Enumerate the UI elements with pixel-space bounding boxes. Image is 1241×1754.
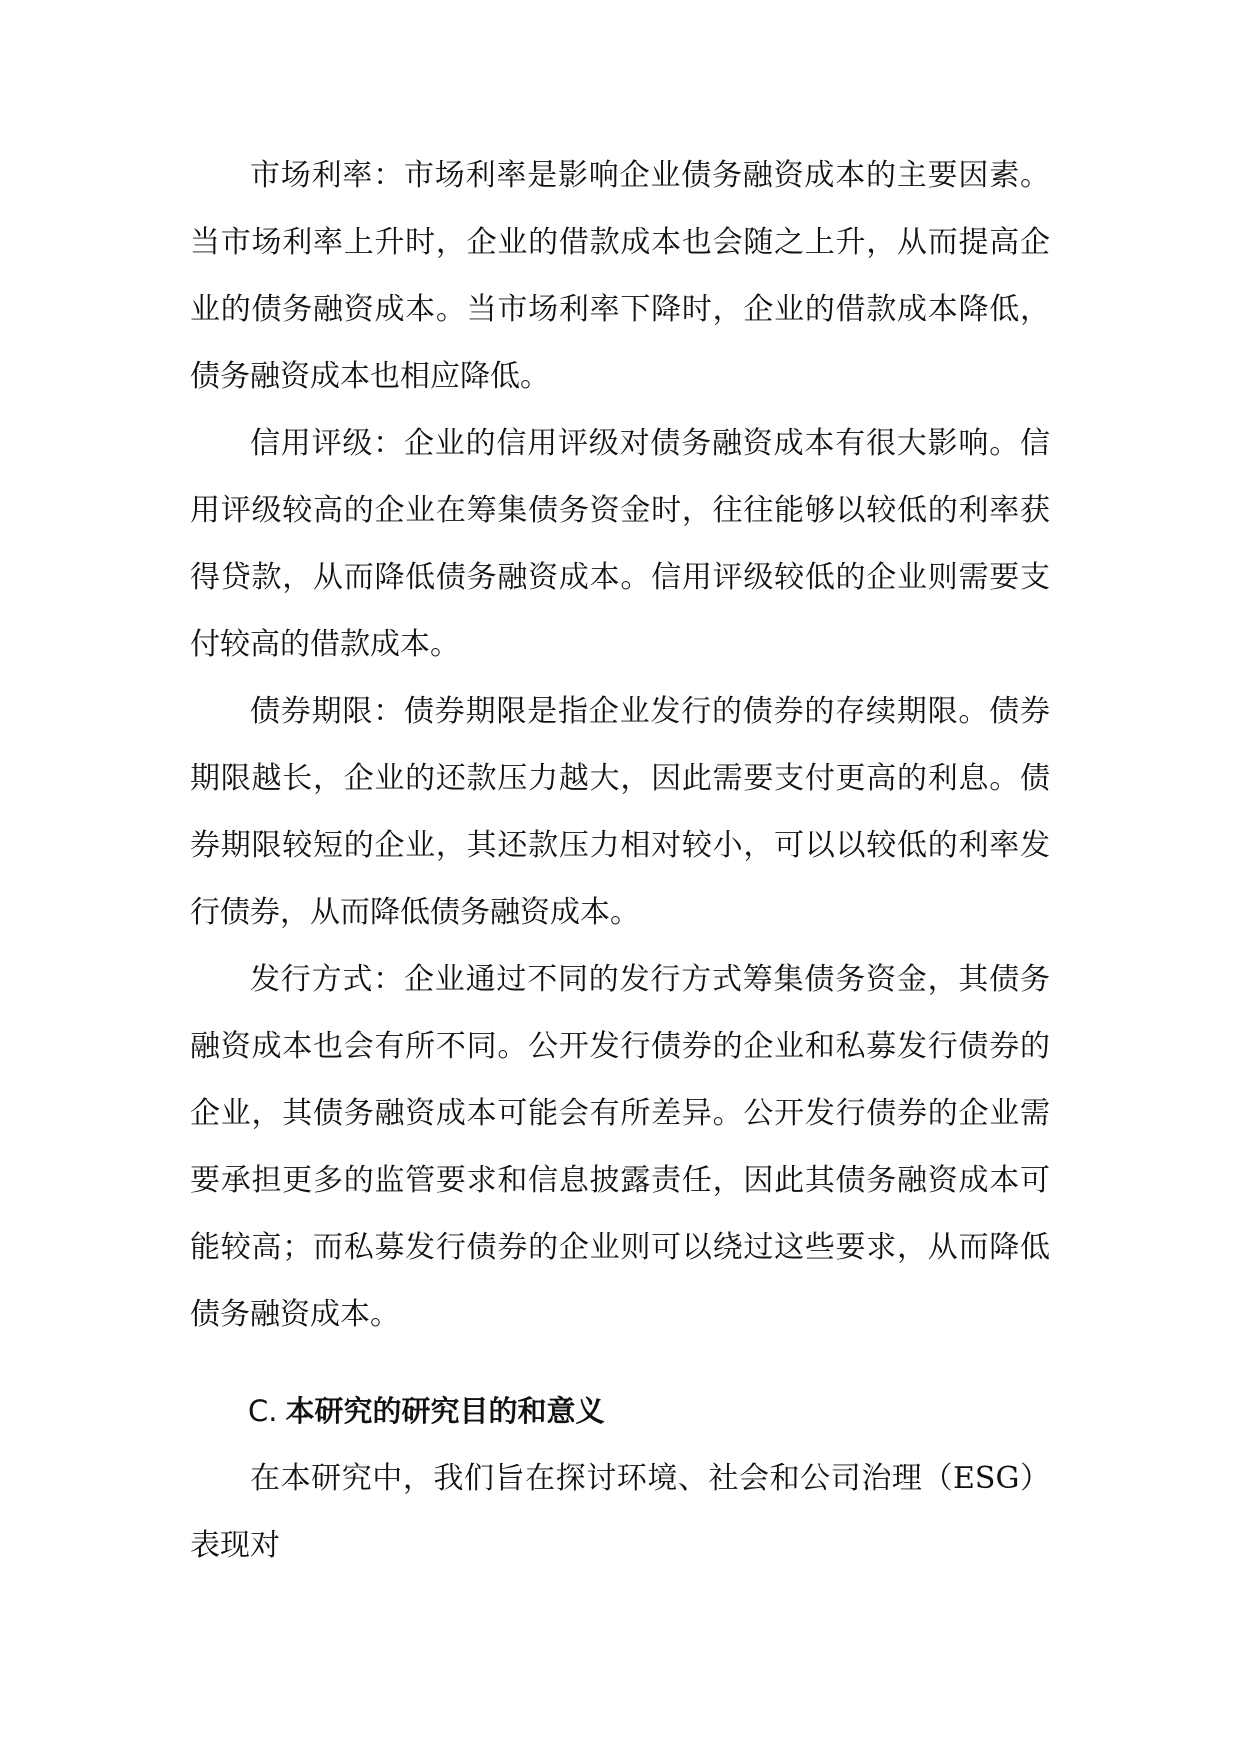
paragraph-bond-maturity: 债券期限：债券期限是指企业发行的债券的存续期限。债券期限越长，企业的还款压力越大，因此需要支付更高的利息。债券期限较短的企业，其还款压力相对较小，可以以较低的利率发行债券，从而降低债务融资成本。 bbox=[190, 694, 1050, 930]
section-heading bbox=[190, 1378, 1050, 1445]
section-heading-number: C. bbox=[248, 1394, 278, 1428]
paragraph-market-interest-rate: 市场利率：市场利率是影响企业债务融资成本的主要因素。当市场利率上升时，企业的借款成本也会随之上升，从而提高企业的债务融资成本。当市场利率下降时，企业的借款成本降低，债务融资成本也相应降低。 bbox=[190, 158, 1050, 394]
paragraph-research-purpose: 在本研究中，我们旨在探讨环境、社会和公司治理（ESG）表现对 bbox=[190, 1461, 1050, 1563]
section-heading-title: 本研究的研究目的和意义 bbox=[285, 1394, 605, 1428]
paragraph-credit-rating: 信用评级：企业的信用评级对债务融资成本有很大影响。信用评级较高的企业在筹集债务资金时，往往能够以较低的利率获得贷款，从而降低债务融资成本。信用评级较低的企业则需要支付较高的借款成本。 bbox=[190, 426, 1050, 662]
document-body bbox=[190, 142, 1050, 1579]
paragraph-issuance-method: 发行方式：企业通过不同的发行方式筹集债务资金，其债务融资成本也会有所不同。公开发行债券的企业和私募发行债券的企业，其债务融资成本可能会有所差异。公开发行债券的企业需要承担更多的监管要求和信息披露责任，因此其债务融资成本可能较高；而私募发行债券的企业则可以绕过这些要求，从而降低债务融资成本。 bbox=[190, 962, 1050, 1332]
